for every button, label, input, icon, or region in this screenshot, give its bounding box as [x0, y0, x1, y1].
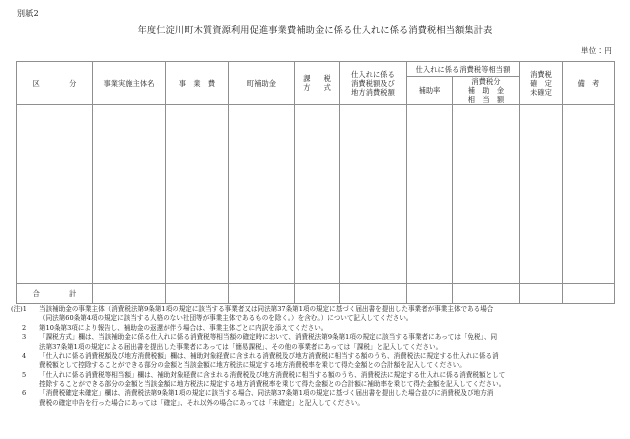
table-header-row-top	[17, 62, 615, 77]
note-line: 費税額として控除することができる部分の金額と当該金額に地方税法に規定する地方消費税率を乗じて得た金額との合計額を記入してください。	[39, 361, 466, 370]
cell-shiire-shohizei-gaku[interactable]	[340, 105, 407, 284]
column-header-shohizeibun-hojokin-sotoaku: 消費税分 補 助 金 相 当 額	[453, 77, 520, 105]
table-entry-row	[17, 105, 615, 284]
tax-summary-table	[16, 61, 615, 304]
page-title: 年度仁淀川町木質資源利用促進事業費補助金に係る仕入れに係る消費税相当額集計表	[137, 25, 493, 36]
note-body	[39, 371, 623, 390]
column-header-kazei-hoshiki: 課 税 方 式	[295, 62, 340, 105]
note-item	[11, 389, 623, 408]
note-marker: 4	[22, 351, 27, 360]
note-item	[11, 333, 623, 352]
note-line: 当該補助金の事業主体（消費税法第9条第1項の規定に該当する事業者又は同法第37条第1項の規定に基づく届出書を提出した事業者が事業主体である場合	[39, 305, 494, 313]
note-line: 法第37条第1項の規定による届出書を提出した事業者にあっては「簡易課税」、その他の事業者にあっては「課税」と記入してください。	[39, 342, 443, 351]
note-item	[11, 305, 623, 324]
cell-shohizeibun-hojokin-sotoaku[interactable]	[453, 105, 520, 284]
note-line: 「仕入れに係る消費税等相当額」欄は、補助対象経費に含まれる消費税及び地方消費税に相当する額のうち、消費税法に規定する仕入れに係る消費税額として	[39, 370, 506, 379]
note-marker: 5	[22, 370, 27, 379]
table-total-row	[17, 284, 615, 304]
note-line: （同法第60条第4項の規定に該当する人格のない社団等が事業主体であるものを除く。）を含む。）について記入してください。	[39, 314, 413, 323]
column-header-jigyo-jisshi-shutai-mei: 事業実施主体名	[93, 62, 166, 105]
note-body	[39, 352, 623, 371]
total-cell-shohizei-kakutei-mikakutei[interactable]	[520, 284, 563, 304]
note-marker: 6	[22, 389, 27, 398]
column-header-shohizei-kakutei-mikakutei: 消費税 確 定 未確定	[520, 62, 563, 105]
cell-cho-hojokin[interactable]	[229, 105, 295, 284]
cell-hojo-ritsu[interactable]	[407, 105, 453, 284]
column-header-kubun: 区 分	[17, 62, 93, 105]
note-line: 費税の確定申告を行った場合にあっては「確定」、それ以外の場合にあっては「未確定」と記入してください。	[39, 398, 364, 407]
column-header-cho-hojokin: 町補助金	[229, 62, 295, 105]
notes-section	[11, 305, 623, 408]
note-line: 「消費税確定未確定」欄は、消費税法第9条第1項の規定に該当する場合、同法第37条第1項の規定に基づく届出書を提出した場合並びに消費税及び地方消	[39, 389, 494, 398]
total-cell-kazei-hoshiki[interactable]	[295, 284, 340, 304]
note-line: 「課税方式」欄は、当該補助金に係る仕入れに係る消費税等相当額の確定時において、消費税法第9条第1項の規定に該当する事業者にあっては「免税」、同	[39, 333, 498, 342]
note-body	[39, 324, 623, 333]
column-header-jigyo-hi: 事 業 費	[166, 62, 229, 105]
cell-biko[interactable]	[563, 105, 615, 284]
total-cell-shohizeibun-hojokin-sotoaku[interactable]	[453, 284, 520, 304]
note-body	[39, 389, 623, 408]
total-cell-hojo-ritsu[interactable]	[407, 284, 453, 304]
note-item	[11, 371, 623, 390]
cell-jigyo-hi[interactable]	[166, 105, 229, 284]
total-row-label: 合 計	[17, 284, 93, 304]
note-marker: 2	[22, 323, 27, 332]
total-cell-cho-hojokin[interactable]	[229, 284, 295, 304]
column-header-shiire-shohizei-gaku: 仕入れに係る 消費税額及び 地方消費税額	[340, 62, 407, 105]
cell-shohizei-kakutei-mikakutei[interactable]	[520, 105, 563, 284]
column-header-group-shiire-shohizei-sotou-sotoaku: 仕入れに係る消費税等相当額	[407, 62, 520, 77]
note-line: 第10条第3項により報告し、補助金の返還が伴う場合は、事業主体ごとに内訳を添えてください。	[39, 323, 328, 332]
cell-kazei-hoshiki[interactable]	[295, 105, 340, 284]
total-cell-shiire-shohizei-gaku[interactable]	[340, 284, 407, 304]
note-marker: 3	[22, 333, 27, 342]
note-line: 控除することができる部分の金額と当該金額に地方税法に規定する地方消費税率を乗じて得た金額との合計額に補助率を乗じて得た金額を記入してください。	[39, 380, 506, 388]
note-marker: (注)1	[11, 305, 27, 313]
cell-jigyo-jisshi-shutai-mei[interactable]	[93, 105, 166, 284]
note-body	[39, 305, 623, 324]
total-cell-jigyo-hi[interactable]	[166, 284, 229, 304]
note-item	[11, 352, 623, 371]
document-reference-label: 別紙2	[17, 9, 39, 18]
cell-kubun[interactable]	[17, 105, 93, 284]
note-item	[11, 324, 623, 333]
unit-note: 単位：円	[580, 46, 612, 55]
column-header-hojo-ritsu: 補助率	[407, 77, 453, 105]
total-cell-jigyo-jisshi-shutai-mei[interactable]	[93, 284, 166, 304]
column-header-biko: 備 考	[563, 62, 615, 105]
note-body	[39, 333, 623, 352]
total-cell-biko[interactable]	[563, 284, 615, 304]
tax-summary-table-wrapper	[16, 61, 614, 304]
note-line: 「仕入れに係る消費税額及び地方消費税額」欄は、補助対象経費に含まれる消費税及び地方消費税に相当する額のうち、消費税法に規定する仕入れに係る消	[39, 351, 499, 360]
